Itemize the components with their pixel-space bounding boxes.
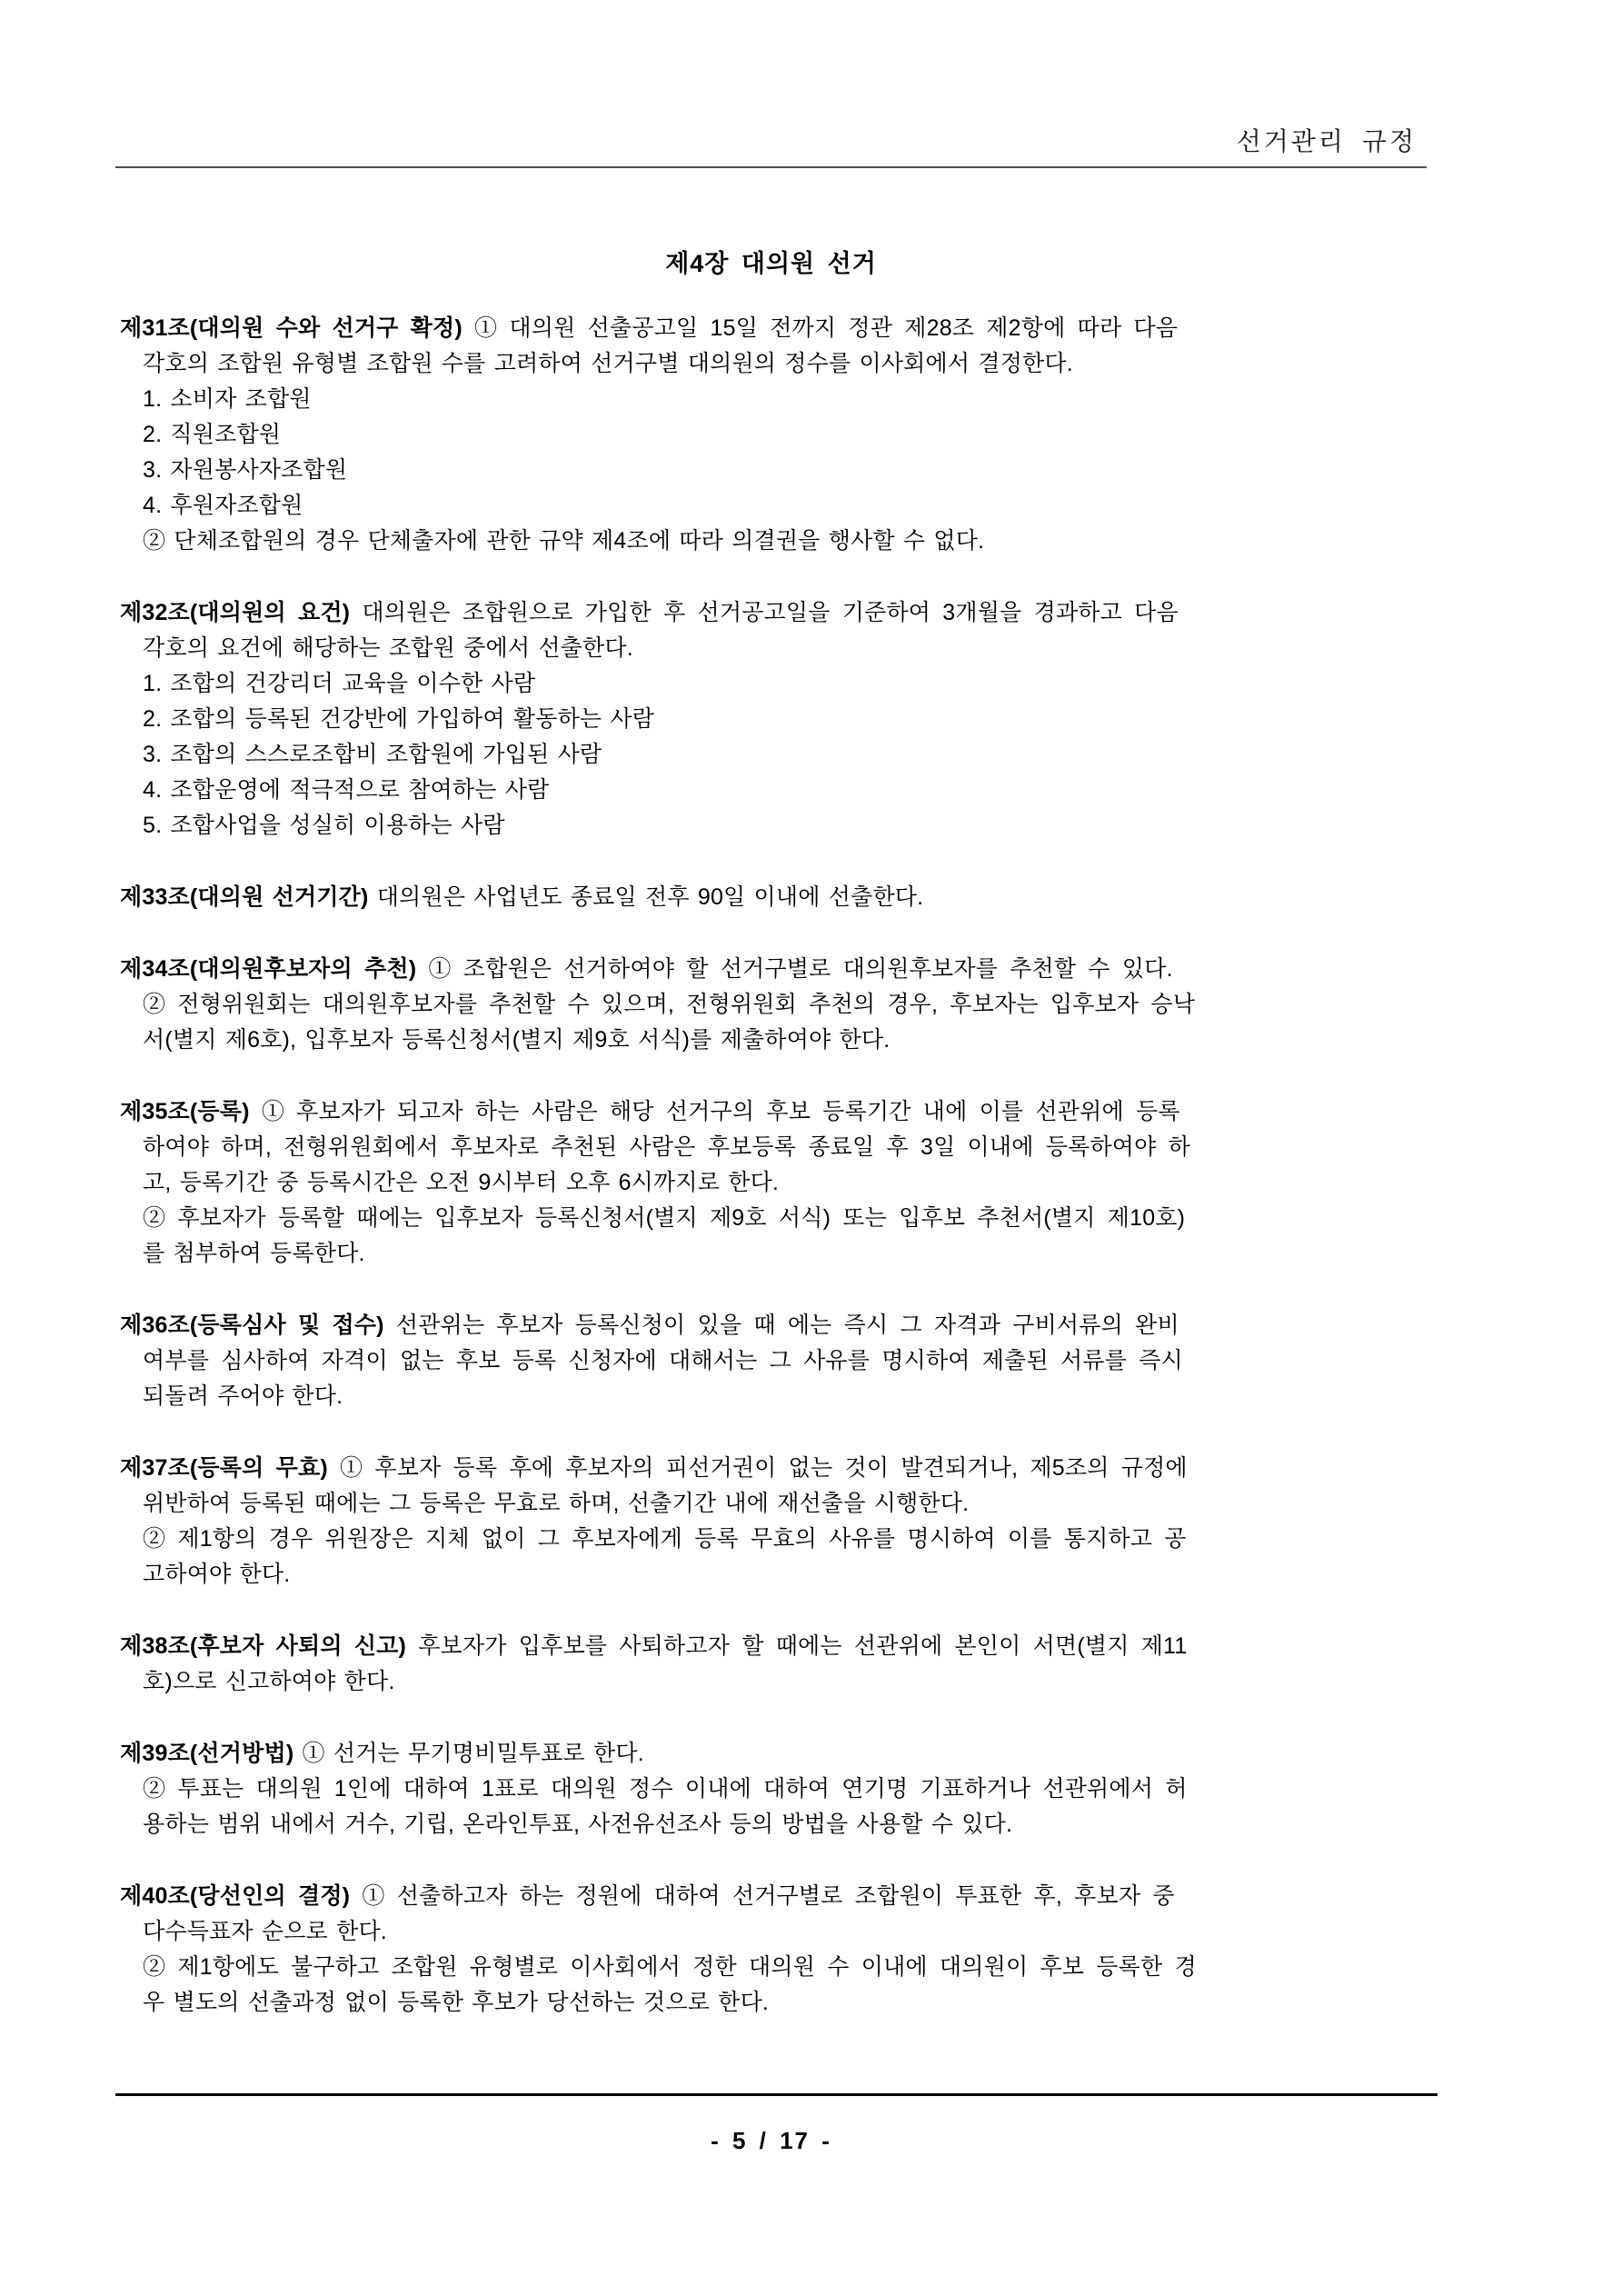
article-line: 4. 조합운영에 적극적으로 참여하는 사람: [143, 777, 550, 803]
article-label: 제34조(대의원후보자의 추천): [120, 956, 417, 982]
article-heading-line: 제36조(등록심사 및 접수) 선관위는 후보자 등록신청이 있을 때 에는 즉시 그 자격과 구비서류의 완비: [120, 1313, 1179, 1338]
articles: [120, 311, 1427, 2057]
footer-rule: [115, 2093, 1438, 2096]
article-line: 여부를 심사하여 자격이 없는 후보 등록 신청자에 대해서는 그 사유를 명시하여 제출된 서류를 즉시: [143, 1348, 1183, 1373]
article-line: 2. 조합의 등록된 건강반에 가입하여 활동하는 사람: [143, 706, 655, 732]
article-line: ② 제1항의 경우 위원장은 지체 없이 그 후보자에게 등록 무효의 사유를 명시하여 이를 통지하고 공: [143, 1526, 1187, 1552]
article-heading-line: 제39조(선거방법) ① 선거는 무기명비밀투표로 한다.: [120, 1741, 644, 1766]
article-line: 3. 조합의 스스로조합비 조합원에 가입된 사람: [143, 742, 602, 767]
article-line: 서(별지 제6호), 입후보자 등록신청서(별지 제9호 서식)를 제출하여야 한다.: [143, 1027, 891, 1053]
article-line: 각호의 조합원 유형별 조합원 수를 고려하여 선거구별 대의원의 정수를 이사회에서 결정한다.: [143, 351, 1073, 376]
article-label: 제31조(대의원 수와 선거구 확정): [120, 315, 463, 341]
article-heading-line: 제40조(당선인의 결정) ① 선출하고자 하는 정원에 대하여 선거구별로 조합원이 투표한 후, 후보자 중: [120, 1883, 1175, 1909]
article: [120, 1736, 1427, 1842]
article-line: ② 후보자가 등록할 때에는 입후보자 등록신청서(별지 제9호 서식) 또는 입후보 추천서(별지 제10호): [143, 1205, 1186, 1231]
article-line: 를 첨부하여 등록한다.: [143, 1241, 365, 1266]
article-label: 제36조(등록심사 및 접수): [120, 1313, 384, 1338]
article-label: 제35조(등록): [120, 1099, 250, 1124]
article: [120, 1879, 1427, 2021]
article-line: 위반하여 등록된 때에는 그 등록은 무효로 하며, 선출기간 내에 재선출을 시행한다.: [143, 1491, 970, 1516]
article-line: ② 투표는 대의원 1인에 대하여 1표로 대의원 정수 이내에 대하여 연기명 기표하거나 선관위에서 허: [143, 1776, 1188, 1802]
article-label: 제39조(선거방법): [120, 1741, 294, 1766]
article: [120, 311, 1427, 559]
article: [120, 595, 1427, 844]
article-line: 다수득표자 순으로 한다.: [143, 1919, 387, 1944]
article-label: 제40조(당선인의 결정): [120, 1883, 351, 1909]
article: [120, 1629, 1427, 1700]
article-line: 3. 자원봉사자조합원: [143, 457, 348, 483]
article-line: 1. 소비자 조합원: [143, 386, 312, 412]
article-heading-line: 제37조(등록의 무효) ① 후보자 등록 후에 후보자의 피선거권이 없는 것이 발견되거나, 제5조의 규정에: [120, 1455, 1188, 1481]
article-line: 각호의 요건에 해당하는 조합원 중에서 선출한다.: [143, 635, 633, 661]
article: [120, 952, 1427, 1058]
header-title: 선거관리 규정: [1236, 128, 1417, 156]
article-line: 1. 조합의 건강리더 교육을 이수한 사람: [143, 671, 536, 696]
article-label: 제33조(대의원 선거기간): [120, 884, 369, 910]
article-heading-line: 제33조(대의원 선거기간) 대의원은 사업년도 종료일 전후 90일 이내에 선출한다.: [120, 884, 924, 910]
page-number: - 5 / 17 -: [711, 2127, 831, 2154]
article-line: ② 전형위원회는 대의원후보자를 추천할 수 있으며, 전형위원회 추천의 경우, 후보자는 입후보자 승낙: [143, 992, 1196, 1017]
article: [120, 1451, 1427, 1592]
article-line: 5. 조합사업을 성실히 이용하는 사람: [143, 813, 505, 838]
article-label: 제37조(등록의 무효): [120, 1455, 328, 1481]
article-line: 고, 등록기간 중 등록시간은 오전 9시부터 오후 6시까지로 한다.: [143, 1170, 780, 1195]
header-rule: [115, 166, 1427, 168]
article-line: 호)으로 신고하여야 한다.: [143, 1669, 395, 1694]
article: [120, 1094, 1427, 1272]
article-heading-line: 제32조(대의원의 요건) 대의원은 조합원으로 가입한 후 선거공고일을 기준하여 3개월을 경과하고 다음: [120, 600, 1179, 625]
article-heading-line: 제35조(등록) ① 후보자가 되고자 하는 사람은 해당 선거구의 후보 등록기간 내에 이를 선관위에 등록: [120, 1099, 1180, 1124]
article-line: 되돌려 주어야 한다.: [143, 1383, 343, 1409]
article-label: 제38조(후보자 사퇴의 신고): [120, 1633, 407, 1659]
article: [120, 880, 1427, 915]
article-heading-line: 제34조(대의원후보자의 추천) ① 조합원은 선거하여야 할 선거구별로 대의원후보자를 추천할 수 있다.: [120, 956, 1173, 982]
article-line: ② 단체조합원의 경우 단체출자에 관한 규약 제4조에 따라 의결권을 행사할 수 없다.: [143, 528, 985, 554]
article-line: 용하는 범위 내에서 거수, 기립, 온라인투표, 사전유선조사 등의 방법을 사용할 수 있다.: [143, 1812, 1013, 1837]
article-label: 제32조(대의원의 요건): [120, 600, 351, 625]
article-line: 하여야 하며, 전형위원회에서 후보자로 추천된 사람은 후보등록 종료일 후 3일 이내에 등록하여야 하: [143, 1134, 1191, 1160]
article-line: ② 제1항에도 불구하고 조합원 유형별로 이사회에서 정한 대의원 수 이내에 대의원이 후보 등록한 경: [143, 1954, 1197, 1980]
article-line: 우 별도의 선출과정 없이 등록한 후보가 당선하는 것으로 한다.: [143, 1990, 770, 2015]
chapter-title: 제4장 대의원 선거: [665, 250, 877, 277]
article: [120, 1308, 1427, 1414]
article-heading-line: 제38조(후보자 사퇴의 신고) 후보자가 입후보를 사퇴하고자 할 때에는 선관위에 본인이 서면(별지 제11: [120, 1633, 1188, 1659]
article-heading-line: 제31조(대의원 수와 선거구 확정) ① 대의원 선출공고일 15일 전까지 정관 제28조 제2항에 따라 다음: [120, 315, 1179, 341]
article-line: 4. 후원자조합원: [143, 493, 304, 518]
article-line: 2. 직원조합원: [143, 422, 282, 447]
article-line: 고하여야 한다.: [143, 1562, 291, 1587]
